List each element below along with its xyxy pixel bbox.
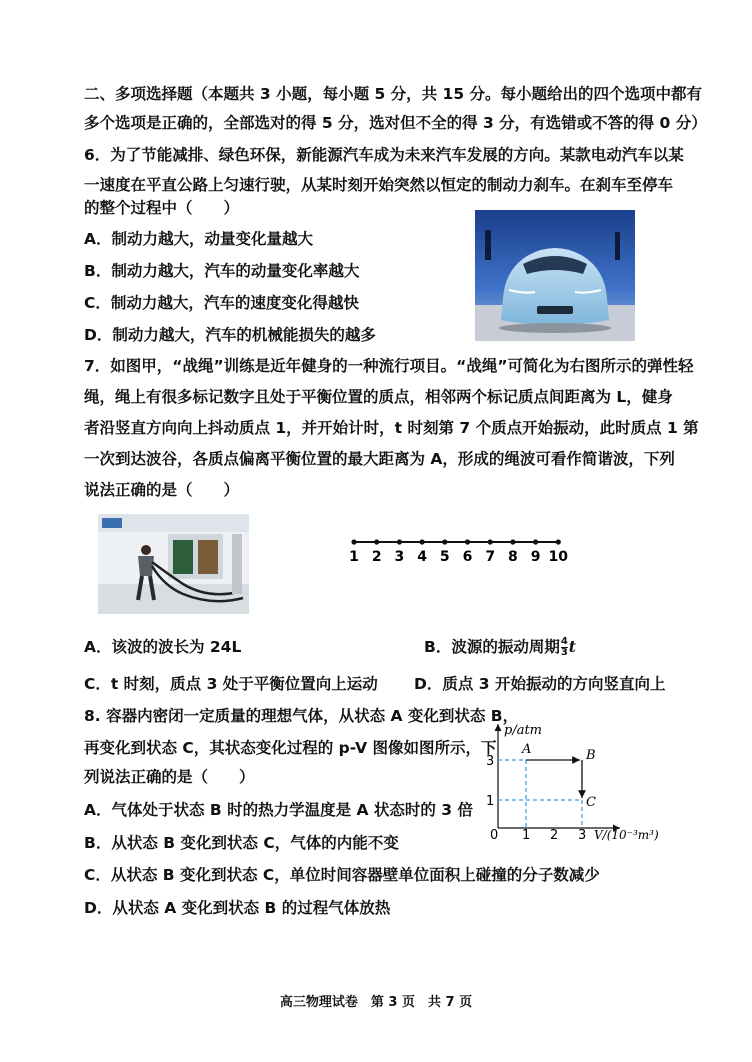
rope-point-label-10: 10 xyxy=(548,549,569,565)
pv-ylabel: p/atm xyxy=(504,723,543,738)
fraction xyxy=(561,637,568,658)
q7-stem-line-4: 一次到达波谷，各质点偏离平衡位置的最大距离为 A，形成的绳波可看作简谐波，下列 xyxy=(84,450,675,468)
q8-option-c[interactable]: C．从状态 B 变化到状态 C，单位时间容器壁单位面积上碰撞的分子数减少 xyxy=(84,866,600,884)
rope-point-9 xyxy=(533,539,538,544)
rope-point-label-7: 7 xyxy=(485,549,496,565)
q7-stem-line-5: 说法正确的是（ ） xyxy=(84,481,240,499)
fraction-numerator: 4 xyxy=(560,636,568,647)
q8-stem-line-3: 列说法正确的是（ ） xyxy=(84,768,255,786)
rope-point-8 xyxy=(510,539,515,544)
rope-point-1 xyxy=(351,539,356,544)
q7-stem-line-2: 绳，绳上有很多标记数字且处于平衡位置的质点，相邻两个标记质点间距离为 L，健身 xyxy=(84,388,673,406)
q6-option-d[interactable]: D．制动力越大，汽车的机械能损失的越多 xyxy=(84,326,376,344)
rope-point-4 xyxy=(420,539,425,544)
q6-stem-line-1: 6．为了节能减排、绿色环保，新能源汽车成为未来汽车发展的方向。某款电动汽车以某 xyxy=(84,146,684,164)
fraction-denominator: 3 xyxy=(560,647,568,658)
rope-point-10 xyxy=(556,539,561,544)
pv-ytick-1: 1 xyxy=(486,794,495,809)
pv-point-b: B xyxy=(586,748,596,763)
pv-xtick-1: 1 xyxy=(522,828,531,843)
q8-option-a[interactable]: A．气体处于状态 B 时的热力学温度是 A 状态时的 3 倍 xyxy=(84,801,473,819)
battle-rope-photo xyxy=(98,514,249,614)
rope-point-label-8: 8 xyxy=(508,549,518,565)
pv-xtick-3: 3 xyxy=(578,828,587,843)
rope-point-label-6: 6 xyxy=(462,549,473,565)
pv-xtick-2: 2 xyxy=(550,828,559,843)
section-title-line-2: 多个选项是正确的，全部选对的得 5 分，选对但不全的得 3 分，有选错或不答的得 0 分） xyxy=(84,114,707,132)
rope-point-label-3: 3 xyxy=(394,549,405,565)
rope-point-7 xyxy=(488,539,493,544)
q6-stem-line-3: 的整个过程中（ ） xyxy=(84,199,240,217)
rope-point-label-2: 2 xyxy=(371,549,382,565)
rope-point-label-1: 1 xyxy=(349,549,359,565)
q8-stem-line-2: 再变化到状态 C，其状态变化过程的 p-V 图像如图所示，下 xyxy=(84,739,497,757)
q7-option-b[interactable] xyxy=(424,637,576,658)
rope-point-3 xyxy=(397,539,402,544)
rope-point-2 xyxy=(374,539,379,544)
q8-stem-line-1: 8. 容器内密闭一定质量的理想气体，从状态 A 变化到状态 B， xyxy=(84,707,519,725)
pv-ytick-3: 3 xyxy=(486,754,495,769)
q6-option-a[interactable]: A．制动力越大，动量变化量越大 xyxy=(84,230,313,248)
rope-diagram xyxy=(340,530,580,570)
rope-point-label-9: 9 xyxy=(530,549,541,565)
q7-stem-line-1: 7．如图甲，“战绳”训练是近年健身的一种流行项目。“战绳”可简化为右图所示的弹性轻 xyxy=(84,357,694,375)
rope-point-label-4: 4 xyxy=(417,549,427,565)
rope-point-label-5: 5 xyxy=(439,549,450,565)
q7-option-b-var: t xyxy=(568,637,576,656)
pv-point-c: C xyxy=(586,795,596,810)
q8-option-b[interactable]: B．从状态 B 变化到状态 C，气体的内能不变 xyxy=(84,834,399,852)
q6-stem-line-2: 一速度在平直公路上匀速行驶，从某时刻开始突然以恒定的制动力刹车。在刹车至停车 xyxy=(84,176,674,194)
q7-stem-line-3: 者沿竖直方向向上抖动质点 1，并开始计时，t 时刻第 7 个质点开始振动，此时质点 1 第 xyxy=(84,419,699,437)
rope-point-6 xyxy=(465,539,470,544)
pv-origin: 0 xyxy=(490,828,499,843)
q8-option-d[interactable]: D．从状态 A 变化到状态 B 的过程气体放热 xyxy=(84,899,391,917)
section-title-line-1: 二、多项选择题（本题共 3 小题，每小题 5 分，共 15 分。每小题给出的四个选项中都有 xyxy=(84,85,703,103)
q7-option-a[interactable]: A．该波的波长为 24L xyxy=(84,638,242,656)
q7-option-c[interactable]: C．t 时刻，质点 3 处于平衡位置向上运动 xyxy=(84,675,378,693)
q6-option-b[interactable]: B．制动力越大，汽车的动量变化率越大 xyxy=(84,262,360,280)
q6-option-c[interactable]: C．制动力越大，汽车的速度变化得越快 xyxy=(84,294,359,312)
page-footer: 高三物理试卷 第 3 页 共 7 页 xyxy=(279,995,473,1010)
rope-point-5 xyxy=(442,539,447,544)
pv-graph xyxy=(470,718,670,843)
pv-xlabel: V/(10⁻³m³) xyxy=(594,828,659,842)
q7-option-b-text: B．波源的振动周期 xyxy=(424,638,560,656)
electric-car-photo xyxy=(475,210,635,341)
q7-option-d[interactable]: D．质点 3 开始振动的方向竖直向上 xyxy=(414,675,666,693)
pv-point-a: A xyxy=(522,742,532,757)
